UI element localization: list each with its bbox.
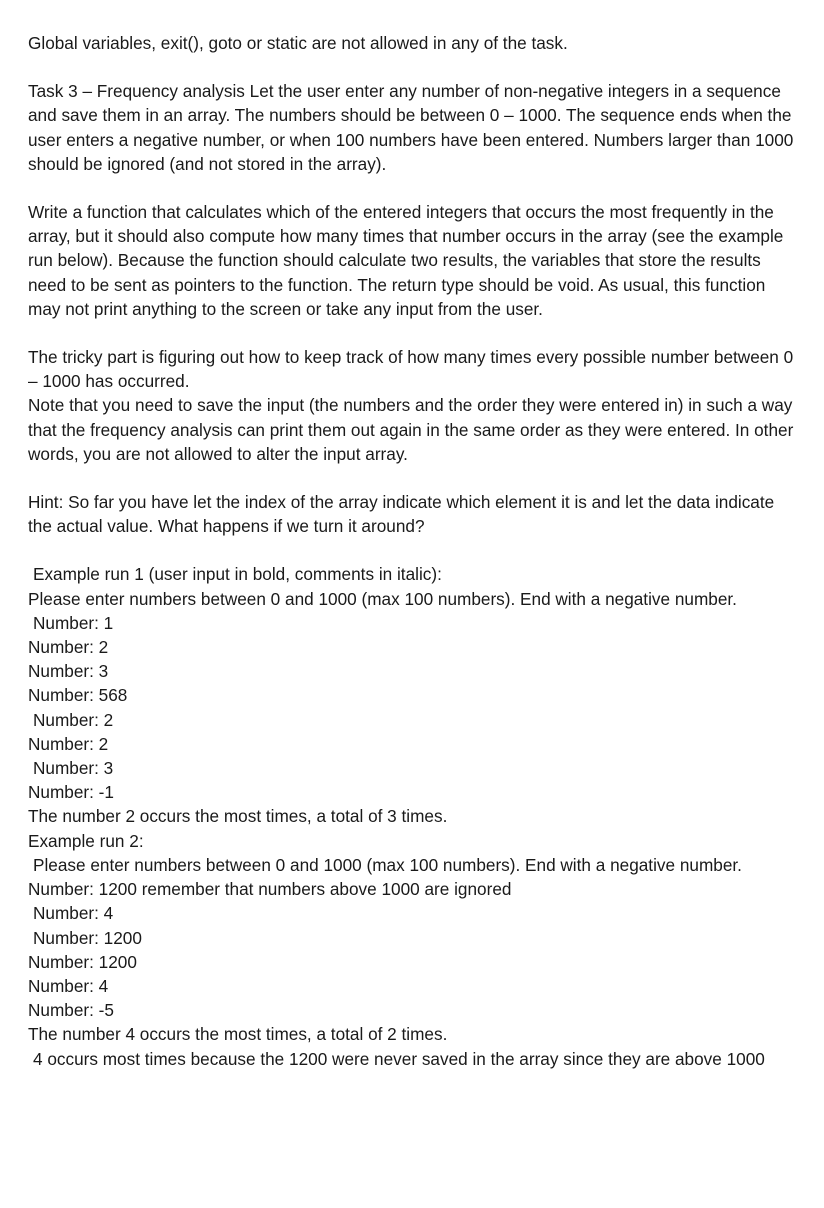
example-input-line: Number: 4 <box>28 975 109 996</box>
example-input-line: Number: 3 <box>33 758 114 779</box>
hint-paragraph: Hint: So far you have let the index of the array indicate which element it is and let the data indicate the actual value. What happens if we turn it around? <box>28 492 775 537</box>
example-run-2-explanation: 4 occurs most times because the 1200 were never saved in the array since they are above 1000 <box>33 1048 765 1069</box>
assignment-document <box>28 31 798 1071</box>
example-run-2-result: The number 4 occurs the most times, a total of 2 times. <box>28 1024 448 1045</box>
example-run-1 <box>28 562 798 828</box>
example-run-2-heading: Example run 2: <box>28 830 144 851</box>
example-run-1-result: The number 2 occurs the most times, a total of 3 times. <box>28 806 448 827</box>
example-input-line: Number: 2 <box>28 733 109 754</box>
function-requirements: Write a function that calculates which of the entered integers that occurs the most frequently in the array, but it should also compute how many times that number occurs in the array (see the example run below). Because the function should calculate two results, the variables that store the results need to be sent as pointers to the function. The return type should be void. As usual, this function may not print anything to the screen or take any input from the user. <box>28 202 784 319</box>
note-paragraph: Note that you need to save the input (the numbers and the order they were entered in) in such a way that the frequency analysis can print them out again in the same order as they were entered. In other words, you are not allowed to alter the input array. <box>28 395 794 464</box>
example-input-line: Number: -1 <box>28 782 114 803</box>
example-run-1-prompt: Please enter numbers between 0 and 1000 (max 100 numbers). End with a negative number. <box>28 588 737 609</box>
example-input-line: Number: 1200 <box>28 951 137 972</box>
example-input-line: Number: 1 <box>33 612 114 633</box>
example-run-1-heading: Example run 1 (user input in bold, comments in italic): <box>33 564 442 585</box>
example-input-line: Number: 1200 <box>33 927 142 948</box>
spacer <box>28 176 798 200</box>
example-input-line: Number: 2 <box>28 637 109 658</box>
tricky-part-paragraph: The tricky part is figuring out how to keep track of how many times every possible number between 0 – 1000 has occurred. <box>28 347 794 392</box>
spacer <box>28 55 798 79</box>
rules-line: Global variables, exit(), goto or static are not allowed in any of the task. <box>28 33 568 53</box>
example-input-line: Number: 3 <box>28 661 109 682</box>
example-input-line: Number: 2 <box>33 709 114 730</box>
spacer <box>28 321 798 345</box>
example-input-line: Number: 568 <box>28 685 128 706</box>
example-input-line: Number: -5 <box>28 1000 114 1021</box>
example-run-2 <box>28 829 798 1071</box>
task-description: Task 3 – Frequency analysis Let the user enter any number of non-negative integers in a sequence and save them in an array. The numbers should be between 0 – 1000. The sequence ends when the user enters a negative number, or when 100 numbers have been entered. Numbers larger than 1000 should be ignored (and not stored in the array). <box>28 81 794 174</box>
example-input-line: Number: 4 <box>33 903 114 924</box>
spacer <box>28 466 798 490</box>
spacer <box>28 538 798 562</box>
example-run-2-prompt: Please enter numbers between 0 and 1000 (max 100 numbers). End with a negative number. <box>33 854 742 875</box>
example-input-line: Number: 1200 remember that numbers above 1000 are ignored <box>28 879 512 900</box>
